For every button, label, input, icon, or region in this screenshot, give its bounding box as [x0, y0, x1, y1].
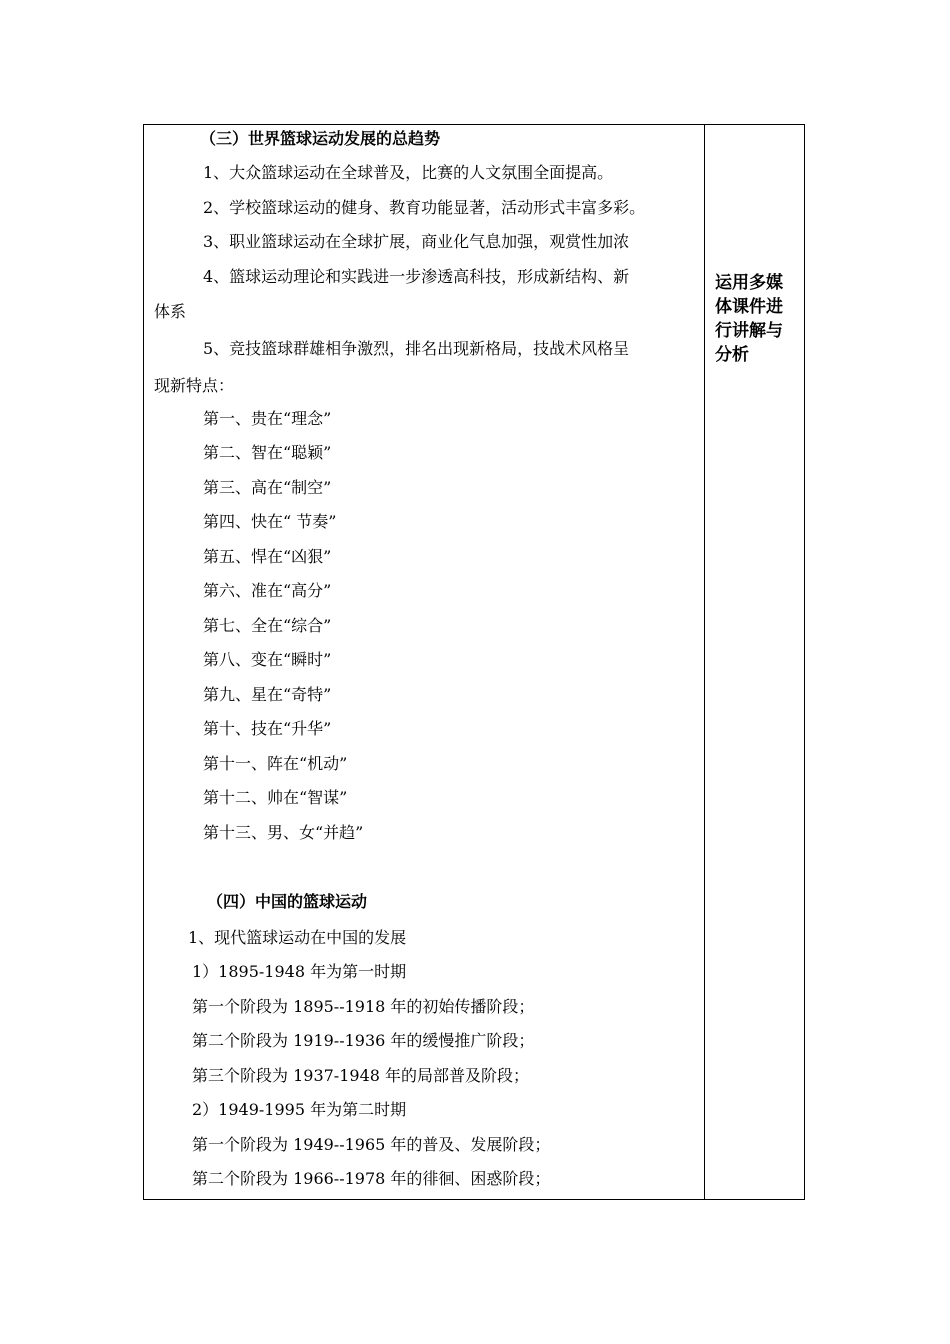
lesson-table: [143, 124, 805, 1200]
feature-item: 第五、悍在“凶狠”: [203, 547, 332, 566]
section-heading: （三）世界篮球运动发展的总趋势: [200, 129, 441, 148]
feature-item: 第十二、帅在“智谋”: [203, 788, 348, 807]
stage-item: 第二个阶段为 1919--1936 年的缓慢推广阶段；: [192, 1031, 535, 1050]
trend-item: 1、大众篮球运动在全球普及，比赛的人文氛围全面提高。: [203, 163, 614, 182]
method-note-cell: [715, 271, 803, 367]
stage-item: 第一个阶段为 1895--1918 年的初始传播阶段；: [192, 997, 535, 1016]
feature-item: 第六、准在“高分”: [203, 581, 332, 600]
stage-item: 第一个阶段为 1949--1965 年的普及、发展阶段；: [192, 1135, 551, 1154]
trend-item: 2、学校篮球运动的健身、教育功能显著，活动形式丰富多彩。: [203, 198, 646, 217]
trend-item: 4、篮球运动理论和实践进一步渗透高科技，形成新结构、新: [203, 267, 630, 286]
trend-item-continuation: 体系: [154, 302, 187, 321]
period-title: 1）1895-1948 年为第一时期: [192, 962, 407, 981]
feature-item: 第十、技在“升华”: [203, 719, 332, 738]
feature-item: 第十一、阵在“机动”: [203, 754, 348, 773]
stage-item: 第三个阶段为 1937-1948 年的局部普及阶段；: [192, 1066, 530, 1085]
trend-item-continuation: 现新特点：: [154, 376, 235, 395]
method-note-line: 行讲解与: [715, 321, 783, 341]
feature-item: 第七、全在“综合”: [203, 616, 332, 635]
column-divider: [704, 125, 705, 1199]
method-note-line: 体课件进: [715, 297, 783, 317]
trend-item: 5、竞技篮球群雄相争激烈，排名出现新格局，技战术风格呈: [203, 339, 630, 358]
method-note-line: 分析: [715, 345, 749, 365]
period-title: 2）1949-1995 年为第二时期: [192, 1100, 407, 1119]
feature-item: 第八、变在“瞬时”: [203, 650, 332, 669]
feature-item: 第四、快在“ 节奏”: [203, 512, 337, 531]
feature-item: 第三、高在“制空”: [203, 478, 332, 497]
feature-item: 第二、智在“聪颖”: [203, 443, 332, 462]
feature-item: 第九、星在“奇特”: [203, 685, 332, 704]
trend-item: 3、职业篮球运动在全球扩展，商业化气息加强，观赏性加浓: [203, 232, 630, 251]
subsection-title: 1、现代篮球运动在中国的发展: [188, 928, 407, 947]
section-heading: （四）中国的篮球运动: [207, 892, 368, 911]
method-note-line: 运用多媒: [715, 273, 783, 293]
stage-item: 第二个阶段为 1966--1978 年的徘徊、困惑阶段；: [192, 1169, 551, 1188]
feature-item: 第十三、男、女“并趋”: [203, 823, 364, 842]
feature-item: 第一、贵在“理念”: [203, 409, 332, 428]
